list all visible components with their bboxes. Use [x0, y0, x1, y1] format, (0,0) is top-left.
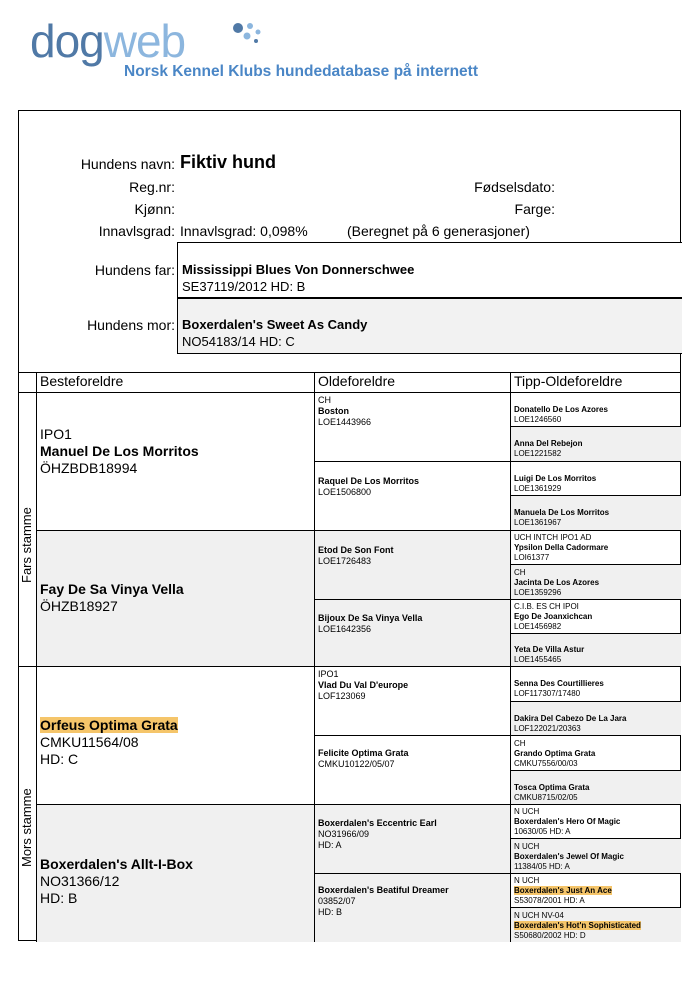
- ggg-name[interactable]: Yeta De Villa Astur: [514, 645, 585, 654]
- great-great-grandparent-cell[interactable]: [510, 461, 681, 496]
- grandparent-name[interactable]: Orfeus Optima Grata: [40, 717, 178, 733]
- ggg-name[interactable]: Boxerdalen's Jewel Of Magic: [514, 852, 624, 861]
- great-grandparent-reg: 03852/07: [318, 896, 356, 906]
- ggg-reg: LOE1361929: [514, 484, 562, 493]
- logo-web-text: web: [103, 15, 186, 67]
- ggg-reg: LOF117307/17480: [514, 689, 581, 698]
- dog-name: Fiktiv hund: [180, 152, 276, 172]
- great-grandparent-reg: CMKU10122/05/07: [318, 759, 395, 769]
- ggg-title: UCH INTCH IPO1 AD: [514, 533, 592, 542]
- great-grandparent-cell[interactable]: [314, 735, 511, 805]
- great-great-grandparent-cell[interactable]: [510, 564, 681, 600]
- inbreeding-label: Innavlsgrad:: [98, 223, 175, 239]
- name-label: Hundens navn:: [80, 156, 175, 172]
- great-grandparent-reg: LOE1443966: [318, 417, 372, 427]
- ggg-reg: LOF122021/20363: [514, 724, 581, 733]
- great-grandparent-name[interactable]: Etod De Son Font: [318, 545, 394, 555]
- ggg-name[interactable]: Senna Des Courtillieres: [514, 679, 604, 688]
- great-grandparent-cell[interactable]: [314, 461, 511, 531]
- sire-side-label: Fars stamme: [19, 507, 34, 583]
- great-grandparent-cell[interactable]: [314, 392, 511, 462]
- dam-name[interactable]: Boxerdalen's Sweet As Candy: [182, 317, 368, 332]
- site-subtitle: Norsk Kennel Klubs hundedatabase på internett: [124, 63, 478, 80]
- ggg-title: CH: [514, 568, 526, 577]
- grandparent-cell[interactable]: [36, 392, 315, 531]
- pedigree-table: [18, 372, 681, 941]
- ggg-reg: LOE1361967: [514, 518, 562, 527]
- ggg-reg: LOE1246560: [514, 415, 562, 424]
- birth-label: Fødselsdato:: [474, 179, 555, 195]
- sire-label: Hundens far:: [94, 262, 175, 278]
- grandparent-hd: HD: B: [40, 890, 78, 906]
- sex-label: Kjønn:: [134, 201, 175, 217]
- great-great-grandparent-cell[interactable]: [510, 666, 681, 702]
- ggg-reg: LOE1359296: [514, 588, 562, 597]
- logo-dots-icon: [232, 22, 264, 48]
- great-grandparent-name[interactable]: Boxerdalen's Eccentric Earl: [318, 818, 437, 828]
- ggg-name[interactable]: Luigi De Los Morritos: [514, 474, 597, 483]
- dam-label: Hundens mor:: [87, 317, 175, 333]
- great-grandparent-cell[interactable]: [314, 666, 511, 736]
- color-label: Farge:: [514, 201, 555, 217]
- ggg-reg: S50680/2002 HD: D: [514, 931, 586, 940]
- ggg-name[interactable]: Tosca Optima Grata: [514, 783, 590, 792]
- ggg-title: N UCH: [514, 876, 540, 885]
- sire-side-column: [18, 392, 36, 667]
- ggg-name[interactable]: Ego De Joanxichcan: [514, 612, 593, 621]
- great-great-grandparent-cell[interactable]: [510, 530, 681, 565]
- great-great-grandparent-cell[interactable]: [510, 770, 681, 805]
- ggg-title: N UCH NV-04: [514, 911, 564, 920]
- great-grandparent-name[interactable]: Boxerdalen's Beatiful Dreamer: [318, 885, 449, 895]
- col-header-grandparents: Besteforeldre: [36, 372, 315, 392]
- great-grandparent-title: CH: [318, 395, 331, 405]
- great-grandparent-cell[interactable]: [314, 599, 511, 667]
- great-grandparent-name[interactable]: Vlad Du Val D'europe: [318, 680, 409, 690]
- great-grandparent-name[interactable]: Raquel De Los Morritos: [318, 476, 420, 486]
- great-great-grandparent-cell[interactable]: [510, 838, 681, 874]
- great-great-grandparent-cell[interactable]: [510, 907, 681, 942]
- ggg-title: N UCH: [514, 807, 540, 816]
- dam-side-column: [18, 666, 36, 942]
- col-header-great-grandparents: Oldeforeldre: [314, 372, 511, 392]
- great-great-grandparent-cell[interactable]: [510, 426, 681, 462]
- grandparent-name[interactable]: Manuel De Los Morritos: [40, 443, 199, 459]
- grandparent-reg: ÖHZBDB18994: [40, 460, 138, 476]
- ggg-name[interactable]: Dakira Del Cabezo De La Jara: [514, 714, 627, 723]
- sire-name[interactable]: Mississippi Blues Von Donnerschwee: [182, 262, 415, 277]
- grandparent-cell[interactable]: [36, 804, 315, 942]
- logo-dog-text: dog: [30, 15, 104, 67]
- great-grandparent-name[interactable]: Felicite Optima Grata: [318, 748, 409, 758]
- col-header-great-great-grandparents: Tipp-Oldeforeldre: [510, 372, 681, 392]
- grandparent-reg: CMKU11564/08: [40, 734, 139, 750]
- ggg-name[interactable]: Ypsilon Della Cadormare: [514, 543, 609, 552]
- ggg-name[interactable]: Boxerdalen's Just An Ace: [514, 886, 612, 895]
- dam-reg: NO54183/14 HD: C: [182, 334, 295, 349]
- ggg-name[interactable]: Manuela De Los Morritos: [514, 508, 610, 517]
- ggg-reg: 10630/05 HD: A: [514, 827, 571, 836]
- reg-label: Reg.nr:: [129, 179, 175, 195]
- dam-side-label: Mors stamme: [19, 788, 34, 867]
- ggg-title: CH: [514, 739, 526, 748]
- great-great-grandparent-cell[interactable]: [510, 873, 681, 908]
- great-grandparent-name[interactable]: Boston: [318, 406, 349, 416]
- ggg-reg: LOE1221582: [514, 449, 562, 458]
- great-grandparent-reg: LOE1726483: [318, 556, 372, 566]
- great-great-grandparent-cell[interactable]: [510, 701, 681, 736]
- ggg-name[interactable]: Donatello De Los Azores: [514, 405, 608, 414]
- inbreeding-note: (Beregnet på 6 generasjoner): [347, 223, 530, 239]
- grandparent-name[interactable]: Boxerdalen's Allt-I-Box: [40, 856, 193, 872]
- ggg-name[interactable]: Boxerdalen's Hero Of Magic: [514, 817, 621, 826]
- ggg-reg: S53078/2001 HD: A: [514, 896, 585, 905]
- ggg-name[interactable]: Anna Del Rebejon: [514, 439, 583, 448]
- ggg-name[interactable]: Jacinta De Los Azores: [514, 578, 600, 587]
- great-grandparent-hd: HD: B: [318, 907, 343, 917]
- grandparent-reg: ÖHZB18927: [40, 598, 118, 614]
- great-grandparent-reg: LOF123069: [318, 691, 366, 701]
- great-great-grandparent-cell[interactable]: [510, 633, 681, 667]
- great-grandparent-cell[interactable]: [314, 804, 511, 874]
- inbreeding-value: Innavlsgrad: 0,098%: [180, 223, 308, 239]
- ggg-reg: CMKU8715/02/05: [514, 793, 578, 802]
- great-grandparent-title: IPO1: [318, 669, 339, 679]
- grandparent-cell[interactable]: [36, 666, 315, 805]
- ggg-reg: LOI61377: [514, 553, 550, 562]
- ggg-name[interactable]: Grando Optima Grata: [514, 749, 596, 758]
- great-great-grandparent-cell[interactable]: [510, 735, 681, 771]
- great-grandparent-reg: LOE1642356: [318, 624, 372, 634]
- ggg-reg: CMKU7556/00/03: [514, 759, 578, 768]
- grandparent-title: IPO1: [40, 426, 72, 442]
- dog-info-panel: [18, 110, 681, 372]
- ggg-title: N UCH: [514, 842, 540, 851]
- great-great-grandparent-cell[interactable]: [510, 599, 681, 634]
- great-great-grandparent-cell[interactable]: [510, 804, 681, 839]
- ggg-reg: 11384/05 HD: A: [514, 862, 570, 871]
- dam-box[interactable]: [177, 298, 682, 354]
- ggg-reg: LOE1456982: [514, 622, 562, 631]
- grandparent-reg: NO31366/12: [40, 873, 120, 889]
- grandparent-cell[interactable]: [36, 530, 315, 667]
- grandparent-hd: HD: C: [40, 751, 79, 767]
- great-great-grandparent-cell[interactable]: [510, 495, 681, 531]
- great-grandparent-cell[interactable]: [314, 530, 511, 600]
- sire-box[interactable]: [177, 242, 682, 298]
- sire-reg: SE37119/2012 HD: B: [182, 279, 306, 294]
- ggg-reg: LOE1455465: [514, 655, 562, 664]
- ggg-title: C.I.B. ES CH IPOI: [514, 602, 579, 611]
- grandparent-name[interactable]: Fay De Sa Vinya Vella: [40, 581, 184, 597]
- great-grandparent-hd: HD: A: [318, 840, 342, 850]
- great-great-grandparent-cell[interactable]: [510, 392, 681, 427]
- great-grandparent-name[interactable]: Bijoux De Sa Vinya Vella: [318, 613, 423, 623]
- great-grandparent-cell[interactable]: [314, 873, 511, 942]
- ggg-name[interactable]: Boxerdalen's Hot'n Sophisticated: [514, 921, 641, 930]
- great-grandparent-reg: LOE1506800: [318, 487, 372, 497]
- dogweb-logo[interactable]: [30, 14, 185, 68]
- great-grandparent-reg: NO31966/09: [318, 829, 370, 839]
